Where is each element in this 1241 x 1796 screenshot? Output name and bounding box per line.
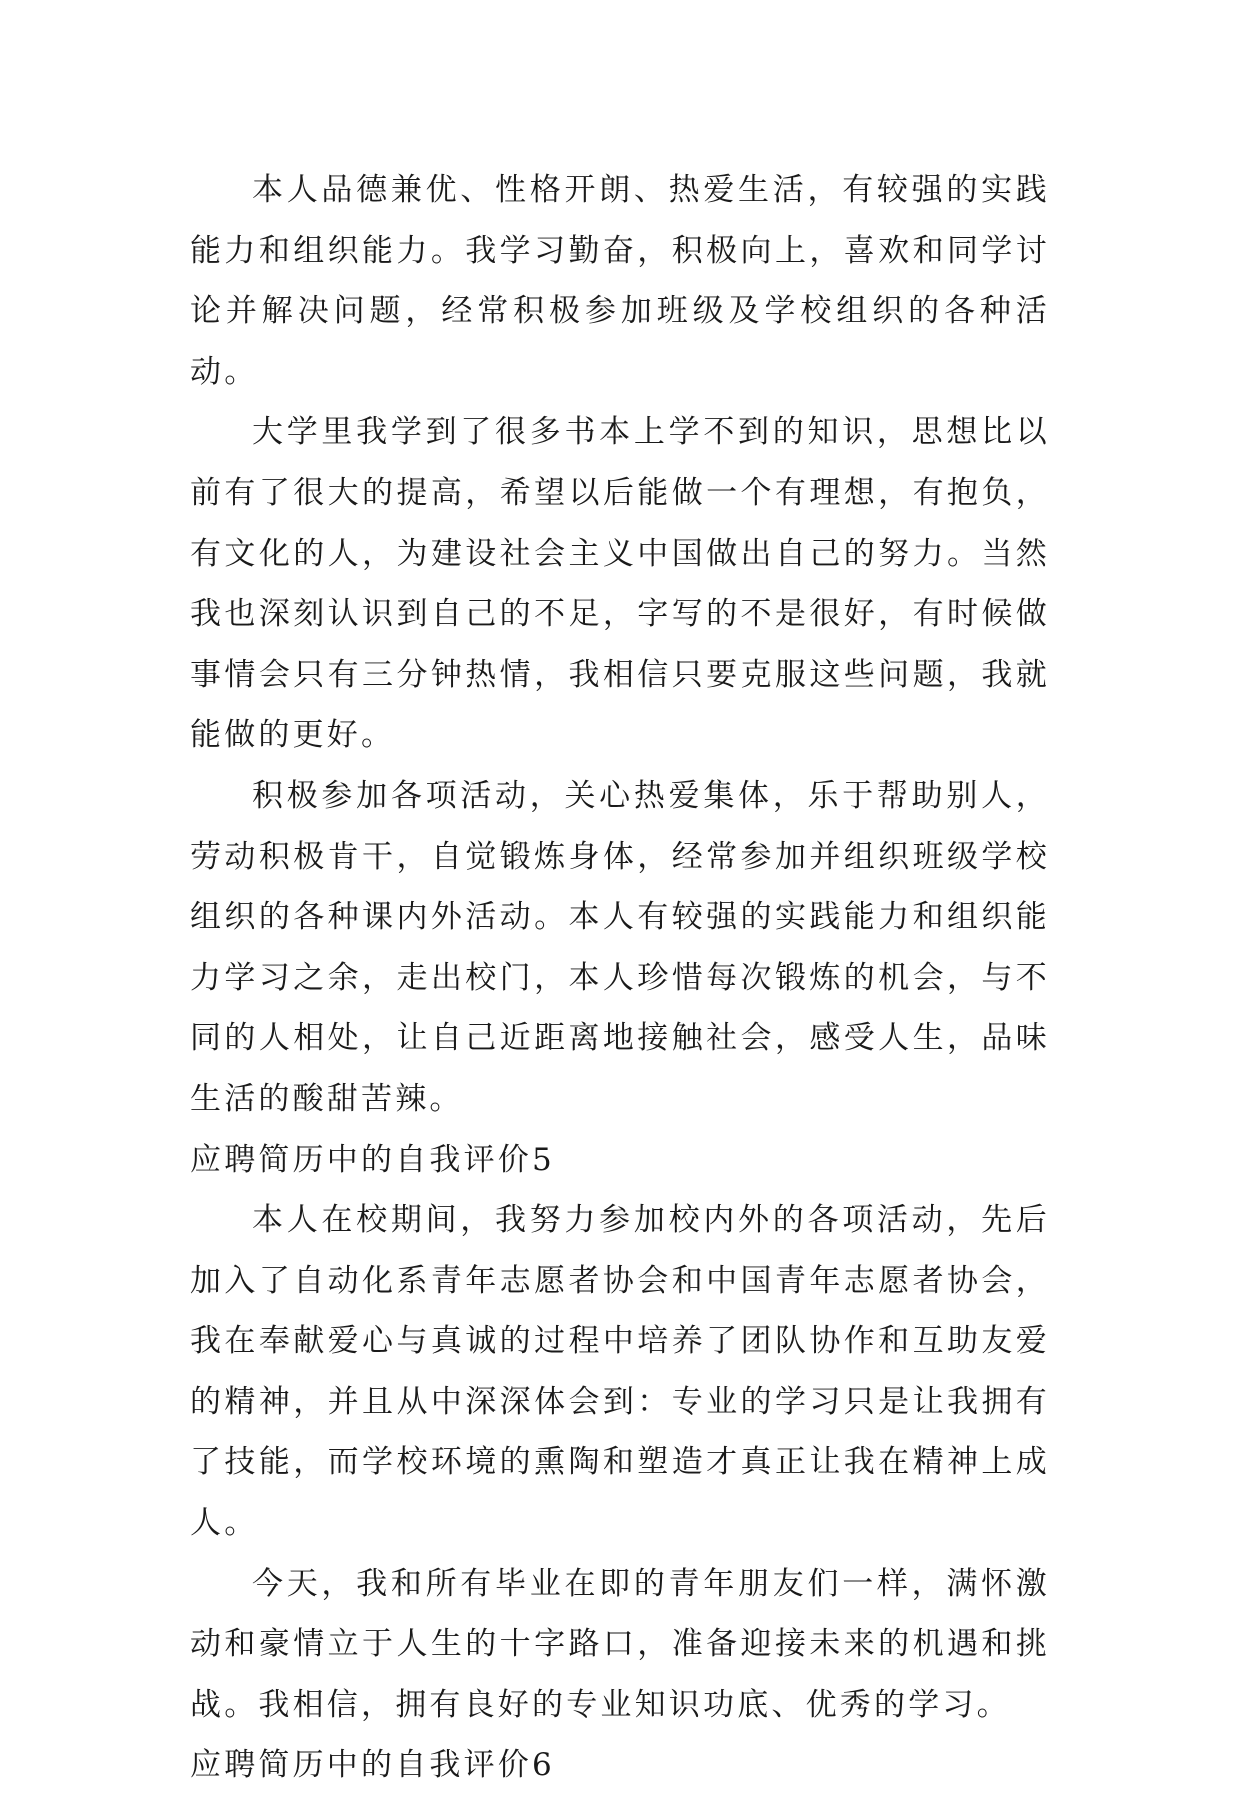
body-paragraph: 今天，我和所有毕业在即的青年朋友们一样，满怀激动和豪情立于人生的十字路口，准备迎接未来的机遇和挑战。我相信，拥有良好的专业知识功底、优秀的学习。 <box>190 1565 1050 1723</box>
section-heading: 应聘简历中的自我评价5 <box>190 1141 555 1178</box>
body-paragraph: 本人品德兼优、性格开朗、热爱生活，有较强的实践能力和组织能力。我学习勤奋，积极向上，喜欢和同学讨论并解决问题，经常积极参加班级及学校组织的各种活动。 <box>190 172 1050 390</box>
body-paragraph: 本人在校期间，我努力参加校内外的各项活动，先后加入了自动化系青年志愿者协会和中国青年志愿者协会，我在奉献爱心与真诚的过程中培养了团队协作和互助友爱的精神，并且从中深深体会到：专业的学习只是让我拥有了技能，而学校环境的熏陶和塑造才真正让我在精神上成人。 <box>190 1202 1050 1542</box>
section-heading: 应聘简历中的自我评价6 <box>190 1747 555 1784</box>
document-body <box>190 160 1050 1796</box>
body-paragraph: 积极参加各项活动，关心热爱集体，乐于帮助别人，劳动积极肯干，自觉锻炼身体，经常参加并组织班级学校组织的各种课内外活动。本人有较强的实践能力和组织能力学习之余，走出校门，本人珍惜每次锻炼的机会，与不同的人相处，让自己近距离地接触社会，感受人生，品味生活的酸甜苦辣。 <box>190 777 1050 1117</box>
body-paragraph: 大学里我学到了很多书本上学不到的知识，思想比以前有了很大的提高，希望以后能做一个有理想，有抱负，有文化的人，为建设社会主义中国做出自己的努力。当然我也深刻认识到自己的不足，字写的不是很好，有时候做事情会只有三分钟热情，我相信只要克服这些问题，我就能做的更好。 <box>190 414 1050 754</box>
